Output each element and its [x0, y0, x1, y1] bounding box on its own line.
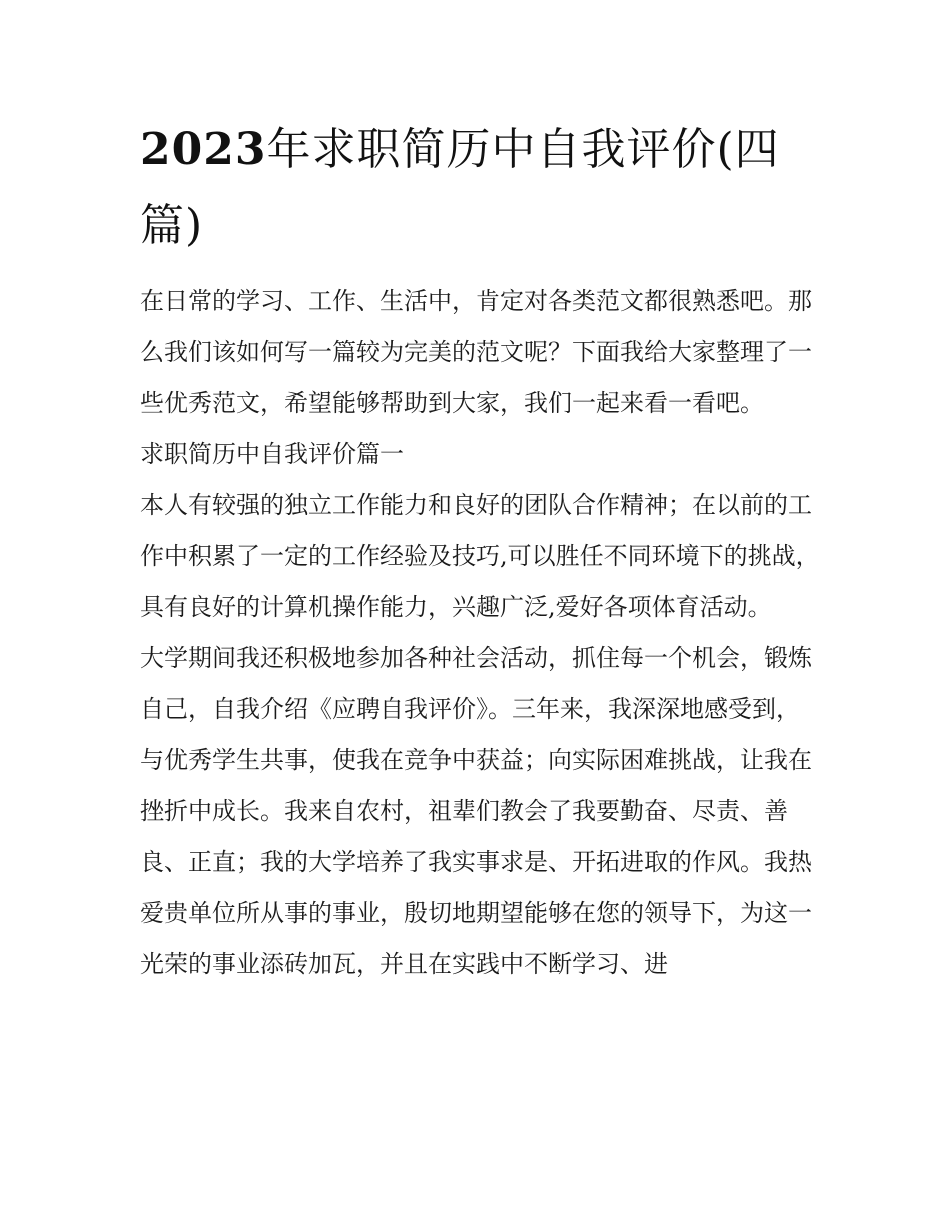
body-paragraph: 本人有较强的独立工作能力和良好的团队合作精神；在以前的工作中积累了一定的工作经验及技巧,可以胜任不同环境下的挑战，具有良好的计算机操作能力，兴趣广泛,爱好各项体育活动。	[140, 491, 820, 621]
title-text: 年求职简历中自我评价(四篇)	[140, 124, 780, 251]
document-title	[140, 112, 820, 264]
document-body	[140, 276, 820, 990]
intro-paragraph: 在日常的学习、工作、生活中，肯定对各类范文都很熟悉吧。那么我们该如何写一篇较为完美的范文呢？下面我给大家整理了一些优秀范文，希望能够帮助到大家，我们一起来看一看吧。	[140, 287, 812, 417]
title-year: 2023	[140, 124, 267, 175]
body-paragraph: 大学期间我还积极地参加各种社会活动，抓住每一个机会，锻炼自己，自我介绍《应聘自我评价》。三年来，我深深地感受到，与优秀学生共事，使我在竞争中获益；向实际困难挑战，让我在挫折中成长。我来自农村，祖辈们教会了我要勤奋、尽责、善良、正直；我的大学培养了我实事求是、开拓进取的作风。我热爱贵单位所从事的事业，殷切地期望能够在您的领导下，为这一光荣的事业添砖加瓦，并且在实践中不断学习、进	[140, 644, 812, 978]
section-heading: 求职简历中自我评价篇一	[140, 440, 404, 468]
